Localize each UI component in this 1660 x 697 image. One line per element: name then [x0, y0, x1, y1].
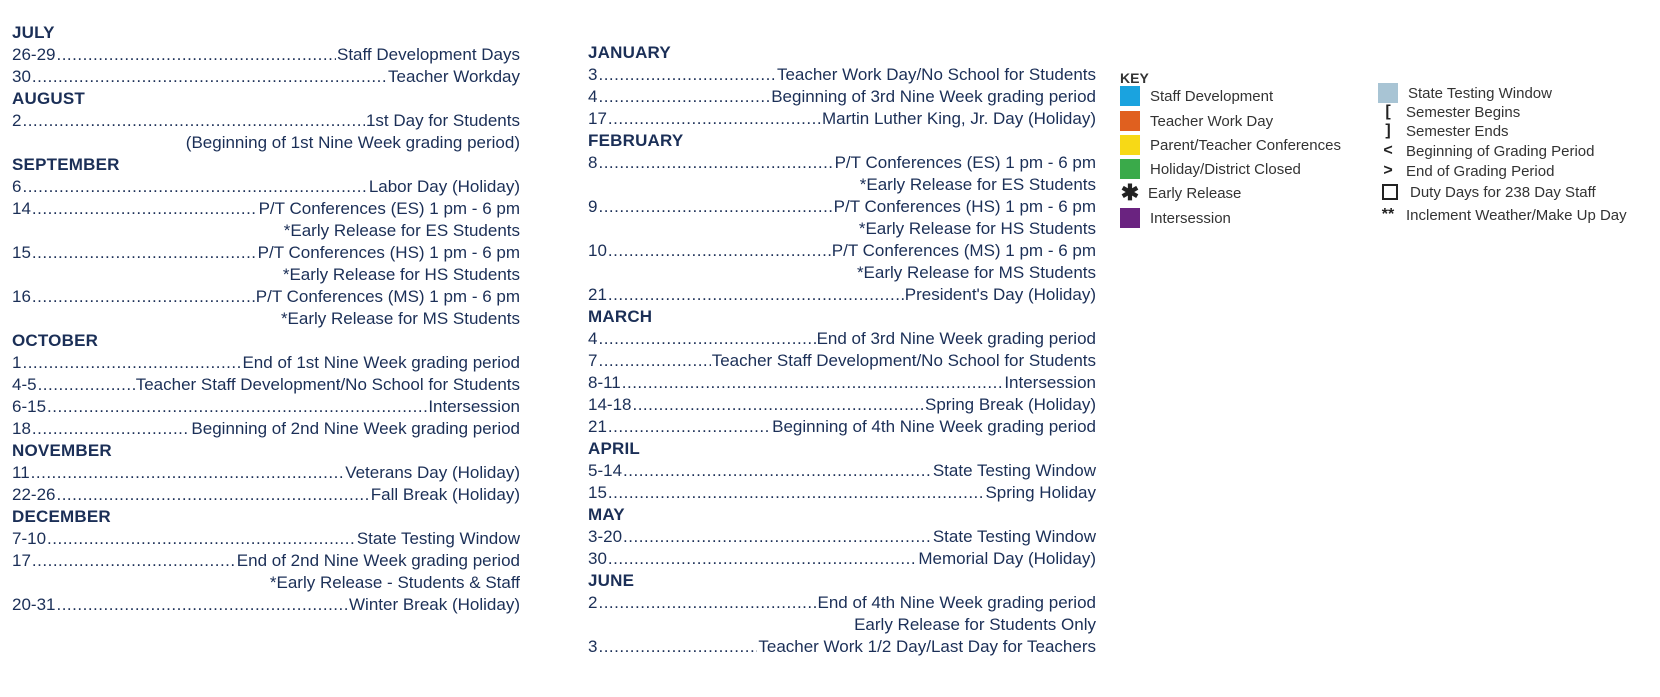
entry-description: P/T Conferences (HS) 1 pm - 6 pm	[257, 243, 520, 262]
entry-description: Teacher Workday	[388, 67, 520, 86]
dot-leader	[32, 198, 258, 220]
month-block	[588, 570, 1096, 658]
entry-date: 4-5	[12, 375, 37, 394]
calendar-entry	[588, 196, 1096, 218]
dot-leader	[598, 152, 833, 174]
entry-description: Teacher Staff Development/No School for Students	[711, 351, 1096, 370]
key-label: Semester Ends	[1406, 122, 1509, 140]
month-heading: SEPTEMBER	[12, 155, 120, 174]
entry-date: 4	[588, 329, 598, 348]
calendar-entry	[588, 416, 1096, 438]
dot-leader	[623, 460, 932, 482]
dot-leader	[56, 44, 336, 66]
key-label: Beginning of Grading Period	[1406, 142, 1595, 160]
key-label: Inclement Weather/Make Up Day	[1406, 206, 1627, 224]
key-item	[1378, 204, 1627, 226]
entry-date: 6-15	[12, 397, 47, 416]
calendar-entry	[12, 352, 520, 374]
entry-description: Beginning of 3rd Nine Week grading period	[771, 87, 1096, 106]
month-block	[588, 306, 1096, 438]
entry-date: 17	[588, 109, 607, 128]
entry-description: Spring Holiday	[985, 483, 1096, 502]
entry-description: P/T Conferences (MS) 1 pm - 6 pm	[831, 241, 1096, 260]
dot-leader	[22, 176, 367, 198]
entry-date: 3-20	[588, 527, 623, 546]
entry-note: *Early Release for ES Students	[859, 175, 1096, 194]
dot-leader	[56, 594, 348, 616]
color-swatch-icon	[1120, 159, 1140, 179]
entry-description: Intersession	[1004, 373, 1096, 392]
entry-date: 21	[588, 417, 607, 436]
entry-date: 18	[12, 419, 31, 438]
calendar-entry	[12, 462, 520, 484]
entry-description: End of 2nd Nine Week grading period	[236, 551, 520, 570]
entry-description: P/T Conferences (ES) 1 pm - 6 pm	[258, 199, 520, 218]
key-label: Parent/Teacher Conferences	[1150, 136, 1341, 154]
color-swatch-icon	[1120, 135, 1140, 155]
entry-description: P/T Conferences (HS) 1 pm - 6 pm	[833, 197, 1096, 216]
entry-description: Memorial Day (Holiday)	[918, 549, 1096, 568]
calendar-entry	[12, 286, 520, 308]
calendar-entry	[12, 110, 520, 132]
dot-leader	[608, 240, 831, 262]
entry-description: Staff Development Days	[337, 45, 520, 64]
entry-description: Labor Day (Holiday)	[368, 177, 520, 196]
greater-than-icon: >	[1383, 162, 1393, 179]
entry-description: Spring Break (Holiday)	[924, 395, 1096, 414]
dot-leader	[32, 550, 236, 572]
entry-description: P/T Conferences (MS) 1 pm - 6 pm	[255, 287, 520, 306]
key-label: Holiday/District Closed	[1150, 160, 1301, 178]
calendar-entry	[588, 350, 1096, 372]
calendar-entry	[12, 242, 520, 264]
calendar-entry	[12, 550, 520, 572]
month-block	[12, 506, 520, 616]
key-label: End of Grading Period	[1406, 162, 1555, 180]
dot-leader	[608, 416, 771, 438]
entry-description: Martin Luther King, Jr. Day (Holiday)	[822, 109, 1096, 128]
entry-description: End of 1st Nine Week grading period	[242, 353, 520, 372]
month-heading: NOVEMBER	[12, 441, 112, 460]
entry-note: (Beginning of 1st Nine Week grading period)	[185, 133, 520, 152]
key-item	[1120, 158, 1301, 180]
month-block	[12, 88, 520, 154]
key-label: Early Release	[1148, 184, 1242, 202]
entry-note: Early Release for Students Only	[854, 615, 1096, 634]
dot-leader	[598, 196, 832, 218]
less-than-icon: <	[1383, 142, 1393, 159]
key-item	[1120, 182, 1241, 204]
entry-date: 17	[12, 551, 31, 570]
entry-date: 8	[588, 153, 598, 172]
dot-leader	[22, 110, 365, 132]
entry-date: 14	[12, 199, 31, 218]
key-item	[1120, 85, 1273, 107]
dot-leader	[598, 350, 710, 372]
entry-description: Intersession	[428, 397, 520, 416]
calendar-entry	[588, 152, 1096, 174]
first-semester-column	[12, 22, 520, 616]
entry-description: P/T Conferences (ES) 1 pm - 6 pm	[834, 153, 1096, 172]
dot-leader	[608, 548, 917, 570]
calendar-entry	[588, 592, 1096, 614]
entry-date: 30	[588, 549, 607, 568]
entry-description: State Testing Window	[932, 527, 1096, 546]
entry-description: President's Day (Holiday)	[904, 285, 1096, 304]
month-block	[12, 22, 520, 88]
color-swatch-icon	[1120, 208, 1140, 228]
dot-leader	[38, 374, 135, 396]
calendar-entry	[588, 240, 1096, 262]
month-block	[588, 130, 1096, 306]
entry-description: 1st Day for Students	[365, 111, 520, 130]
calendar-entry	[588, 482, 1096, 504]
month-heading: MAY	[588, 505, 625, 524]
calendar-key	[1120, 70, 1660, 270]
entry-date: 1	[12, 353, 22, 372]
month-block	[588, 504, 1096, 570]
entry-date: 3	[588, 65, 598, 84]
month-heading: MARCH	[588, 307, 653, 326]
calendar-entry	[12, 594, 520, 616]
month-heading: JUNE	[588, 571, 635, 590]
calendar-entry	[588, 64, 1096, 86]
dot-leader	[32, 242, 257, 264]
dot-leader	[623, 526, 932, 548]
calendar-entry	[12, 528, 520, 550]
entry-date: 7-10	[12, 529, 47, 548]
calendar-entry	[588, 284, 1096, 306]
dot-leader	[598, 592, 816, 614]
entry-description: Winter Break (Holiday)	[349, 595, 520, 614]
entry-note: *Early Release for MS Students	[280, 309, 520, 328]
entry-note: *Early Release for ES Students	[283, 221, 520, 240]
dot-leader	[47, 396, 427, 418]
entry-description: End of 4th Nine Week grading period	[817, 593, 1096, 612]
square-box-icon	[1382, 184, 1398, 200]
color-swatch-icon	[1120, 111, 1140, 131]
dot-leader	[598, 86, 770, 108]
entry-description: Veterans Day (Holiday)	[345, 463, 520, 482]
key-label: Teacher Work Day	[1150, 112, 1274, 130]
calendar-entry	[12, 44, 520, 66]
dot-leader	[608, 108, 821, 130]
key-item	[1378, 120, 1509, 142]
dot-leader	[32, 286, 255, 308]
entry-date: 8-11	[588, 373, 621, 392]
month-heading: OCTOBER	[12, 331, 99, 350]
entry-description: Teacher Work 1/2 Day/Last Day for Teachers	[758, 637, 1096, 656]
month-block	[12, 440, 520, 506]
dot-leader	[598, 636, 757, 658]
entry-date: 11	[12, 463, 30, 482]
key-item	[1378, 140, 1594, 162]
key-label: State Testing Window	[1408, 84, 1552, 102]
dot-leader	[608, 284, 904, 306]
entry-date: 15	[12, 243, 31, 262]
entry-date: 20-31	[12, 595, 56, 614]
calendar-entry	[12, 176, 520, 198]
entry-description: State Testing Window	[932, 461, 1096, 480]
entry-description: Teacher Work Day/No School for Students	[776, 65, 1096, 84]
dot-leader	[31, 462, 345, 484]
dot-leader	[32, 418, 191, 440]
entry-date: 6	[12, 177, 22, 196]
month-block	[588, 42, 1096, 130]
dot-leader	[622, 372, 1004, 394]
entry-date: 3	[588, 637, 598, 656]
entry-date: 21	[588, 285, 607, 304]
month-block	[588, 438, 1096, 504]
key-item	[1120, 110, 1273, 132]
color-swatch-icon	[1378, 83, 1398, 103]
entry-date: 4	[588, 87, 598, 106]
dot-leader	[608, 482, 985, 504]
dot-leader	[32, 66, 387, 88]
entry-description: Fall Break (Holiday)	[370, 485, 520, 504]
calendar-entry	[12, 396, 520, 418]
entry-note: *Early Release - Students & Staff	[269, 573, 520, 592]
entry-date: 15	[588, 483, 607, 502]
entry-description: Beginning of 2nd Nine Week grading period	[191, 419, 520, 438]
key-label: Semester Begins	[1406, 103, 1521, 121]
entry-date: 16	[12, 287, 31, 306]
asterisk-icon: ✱	[1120, 180, 1140, 205]
calendar-entry	[12, 418, 520, 440]
key-item	[1378, 181, 1596, 203]
double-asterisk-icon: **	[1381, 206, 1395, 223]
month-heading: JANUARY	[588, 43, 671, 62]
second-semester-column	[588, 42, 1096, 658]
entry-date: 5-14	[588, 461, 623, 480]
month-heading: APRIL	[588, 439, 640, 458]
entry-description: State Testing Window	[356, 529, 520, 548]
calendar-entry	[588, 328, 1096, 350]
calendar-entry	[588, 636, 1096, 658]
key-label: Staff Development	[1150, 87, 1274, 105]
month-heading: JULY	[12, 23, 55, 42]
calendar-entry	[588, 460, 1096, 482]
month-block	[12, 330, 520, 440]
color-swatch-icon	[1120, 86, 1140, 106]
key-item	[1378, 160, 1554, 182]
calendar-entry	[588, 394, 1096, 416]
calendar-entry	[588, 548, 1096, 570]
key-item	[1120, 134, 1341, 156]
bracket-open-icon: [	[1385, 103, 1391, 120]
dot-leader	[598, 328, 815, 350]
dot-leader	[56, 484, 369, 506]
entry-date: 14-18	[588, 395, 632, 414]
entry-description: End of 3rd Nine Week grading period	[816, 329, 1096, 348]
calendar-entry	[588, 108, 1096, 130]
month-block	[12, 154, 520, 330]
calendar-entry	[12, 374, 520, 396]
entry-date: 9	[588, 197, 598, 216]
key-title: KEY	[1120, 70, 1149, 86]
calendar-entry	[12, 198, 520, 220]
entry-note: *Early Release for HS Students	[858, 219, 1096, 238]
calendar-entry	[12, 484, 520, 506]
month-heading: FEBRUARY	[588, 131, 684, 150]
calendar-entry	[588, 526, 1096, 548]
entry-note: *Early Release for HS Students	[282, 265, 520, 284]
entry-date: 7	[588, 351, 598, 370]
month-heading: DECEMBER	[12, 507, 111, 526]
dot-leader	[47, 528, 356, 550]
entry-date: 2	[12, 111, 22, 130]
entry-description: Beginning of 4th Nine Week grading period	[772, 417, 1096, 436]
calendar-entry	[12, 66, 520, 88]
entry-date: 26-29	[12, 45, 56, 64]
entry-note: *Early Release for MS Students	[856, 263, 1096, 282]
calendar-entry	[588, 372, 1096, 394]
bracket-close-icon: ]	[1385, 122, 1391, 139]
key-item	[1120, 207, 1231, 229]
entry-description: Teacher Staff Development/No School for Students	[135, 375, 520, 394]
key-label: Intersession	[1150, 209, 1231, 227]
entry-date: 10	[588, 241, 607, 260]
entry-date: 22-26	[12, 485, 56, 504]
key-label: Duty Days for 238 Day Staff	[1410, 183, 1596, 201]
dot-leader	[632, 394, 924, 416]
dot-leader	[598, 64, 775, 86]
month-heading: AUGUST	[12, 89, 85, 108]
entry-date: 30	[12, 67, 31, 86]
dot-leader	[22, 352, 241, 374]
calendar-entry	[588, 86, 1096, 108]
entry-date: 2	[588, 593, 598, 612]
